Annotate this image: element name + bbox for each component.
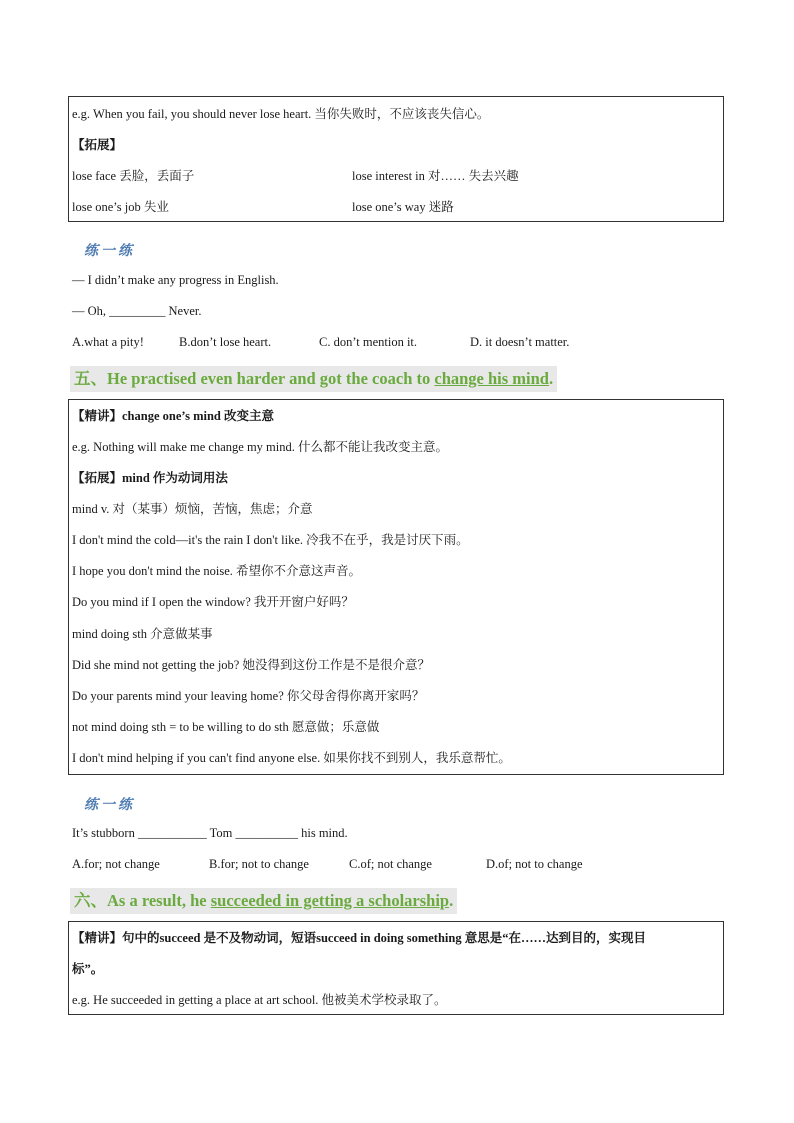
example-sentence: I don't mind the cold—it's the rain I don't like. 冷我不在乎，我是讨厌下雨。 (72, 533, 469, 547)
phrase-left: lose face 丢脸，丢面子 (72, 169, 195, 183)
example-sentence: I hope you don't mind the noise. 希望你不介意这声音。 (72, 564, 362, 578)
section-heading-5 (70, 366, 557, 392)
extension-label: 【拓展】mind 作为动词用法 (72, 471, 228, 485)
option-a: A.what a pity! (72, 335, 144, 349)
change-mind-box (68, 399, 724, 775)
definition: mind v. 对（某事）烦恼，苦恼，焦虑；介意 (72, 502, 313, 516)
succeed-box (68, 921, 724, 1015)
phrase-row (72, 168, 194, 184)
option-c: C. don’t mention it. (319, 335, 418, 349)
explanation-line: 【精讲】句中的succeed 是不及物动词，短语succeed in doing something 意思是“在……达到目的，实现目 (72, 931, 646, 945)
example-sentence: e.g. Nothing will make me change my mind. 什么都不能让我改变主意。 (72, 440, 448, 454)
section-end: . (549, 369, 554, 388)
phrase: not mind doing sth = to be willing to do sth 愿意做；乐意做 (72, 720, 380, 734)
section-text: As a result, he (107, 891, 211, 910)
example-sentence: Did she mind not getting the job? 她没得到这份工作是不是很介意？ (72, 658, 430, 672)
section-number: 六、 (74, 891, 107, 910)
section-underlined: succeeded in getting a scholarship (210, 891, 450, 910)
example-sentence: e.g. When you fail, you should never lose heart. 当你失败时，不应该丧失信心。 (72, 107, 490, 121)
example-sentence: Do your parents mind your leaving home? 你父母舍得你离开家吗？ (72, 689, 425, 703)
phrase-right: lose interest in 对…… 失去兴趣 (352, 169, 519, 183)
phrase-row-right (352, 199, 454, 215)
section-number: 五、 (74, 369, 107, 388)
phrase: mind doing sth 介意做某事 (72, 627, 213, 641)
lose-heart-box (68, 96, 724, 222)
option-b: B.don’t lose heart. (179, 335, 272, 349)
option-b: B.for; not to change (209, 857, 309, 871)
phrase-row-right (352, 168, 519, 184)
section-text: He practised even harder and got the coach to (107, 369, 435, 388)
example-sentence: Do you mind if I open the window? 我开开窗户好吗？ (72, 595, 354, 609)
phrase-right: lose one’s way 迷路 (352, 200, 454, 214)
dialogue-line: — I didn’t make any progress in English. (72, 273, 279, 287)
example-sentence: e.g. He succeeded in getting a place at art school. 他被美术学校录取了。 (72, 993, 447, 1007)
dialogue-line: — Oh, _________ Never. (72, 304, 202, 318)
question-line: It’s stubborn ___________ Tom __________ his mind. (72, 826, 348, 840)
option-a: A.for; not change (72, 857, 160, 871)
section-underlined: change his mind (434, 369, 549, 388)
section-heading-6 (70, 888, 457, 914)
explanation-title: 【精讲】change one’s mind 改变主意 (72, 409, 274, 423)
extension-label: 【拓展】 (72, 138, 123, 152)
phrase-left: lose one’s job 失业 (72, 200, 169, 214)
example-sentence: I don't mind helping if you can't find anyone else. 如果你找不到别人，我乐意帮忙。 (72, 751, 511, 765)
option-d: D. it doesn’t matter. (470, 335, 570, 349)
practice-title: 练一练 (84, 243, 135, 259)
section-end: . (449, 891, 454, 910)
practice-title: 练一练 (84, 797, 135, 813)
explanation-line: 标”。 (72, 962, 104, 976)
option-c: C.of; not change (349, 857, 432, 871)
option-d: D.of; not to change (486, 857, 583, 871)
phrase-row (72, 199, 169, 215)
